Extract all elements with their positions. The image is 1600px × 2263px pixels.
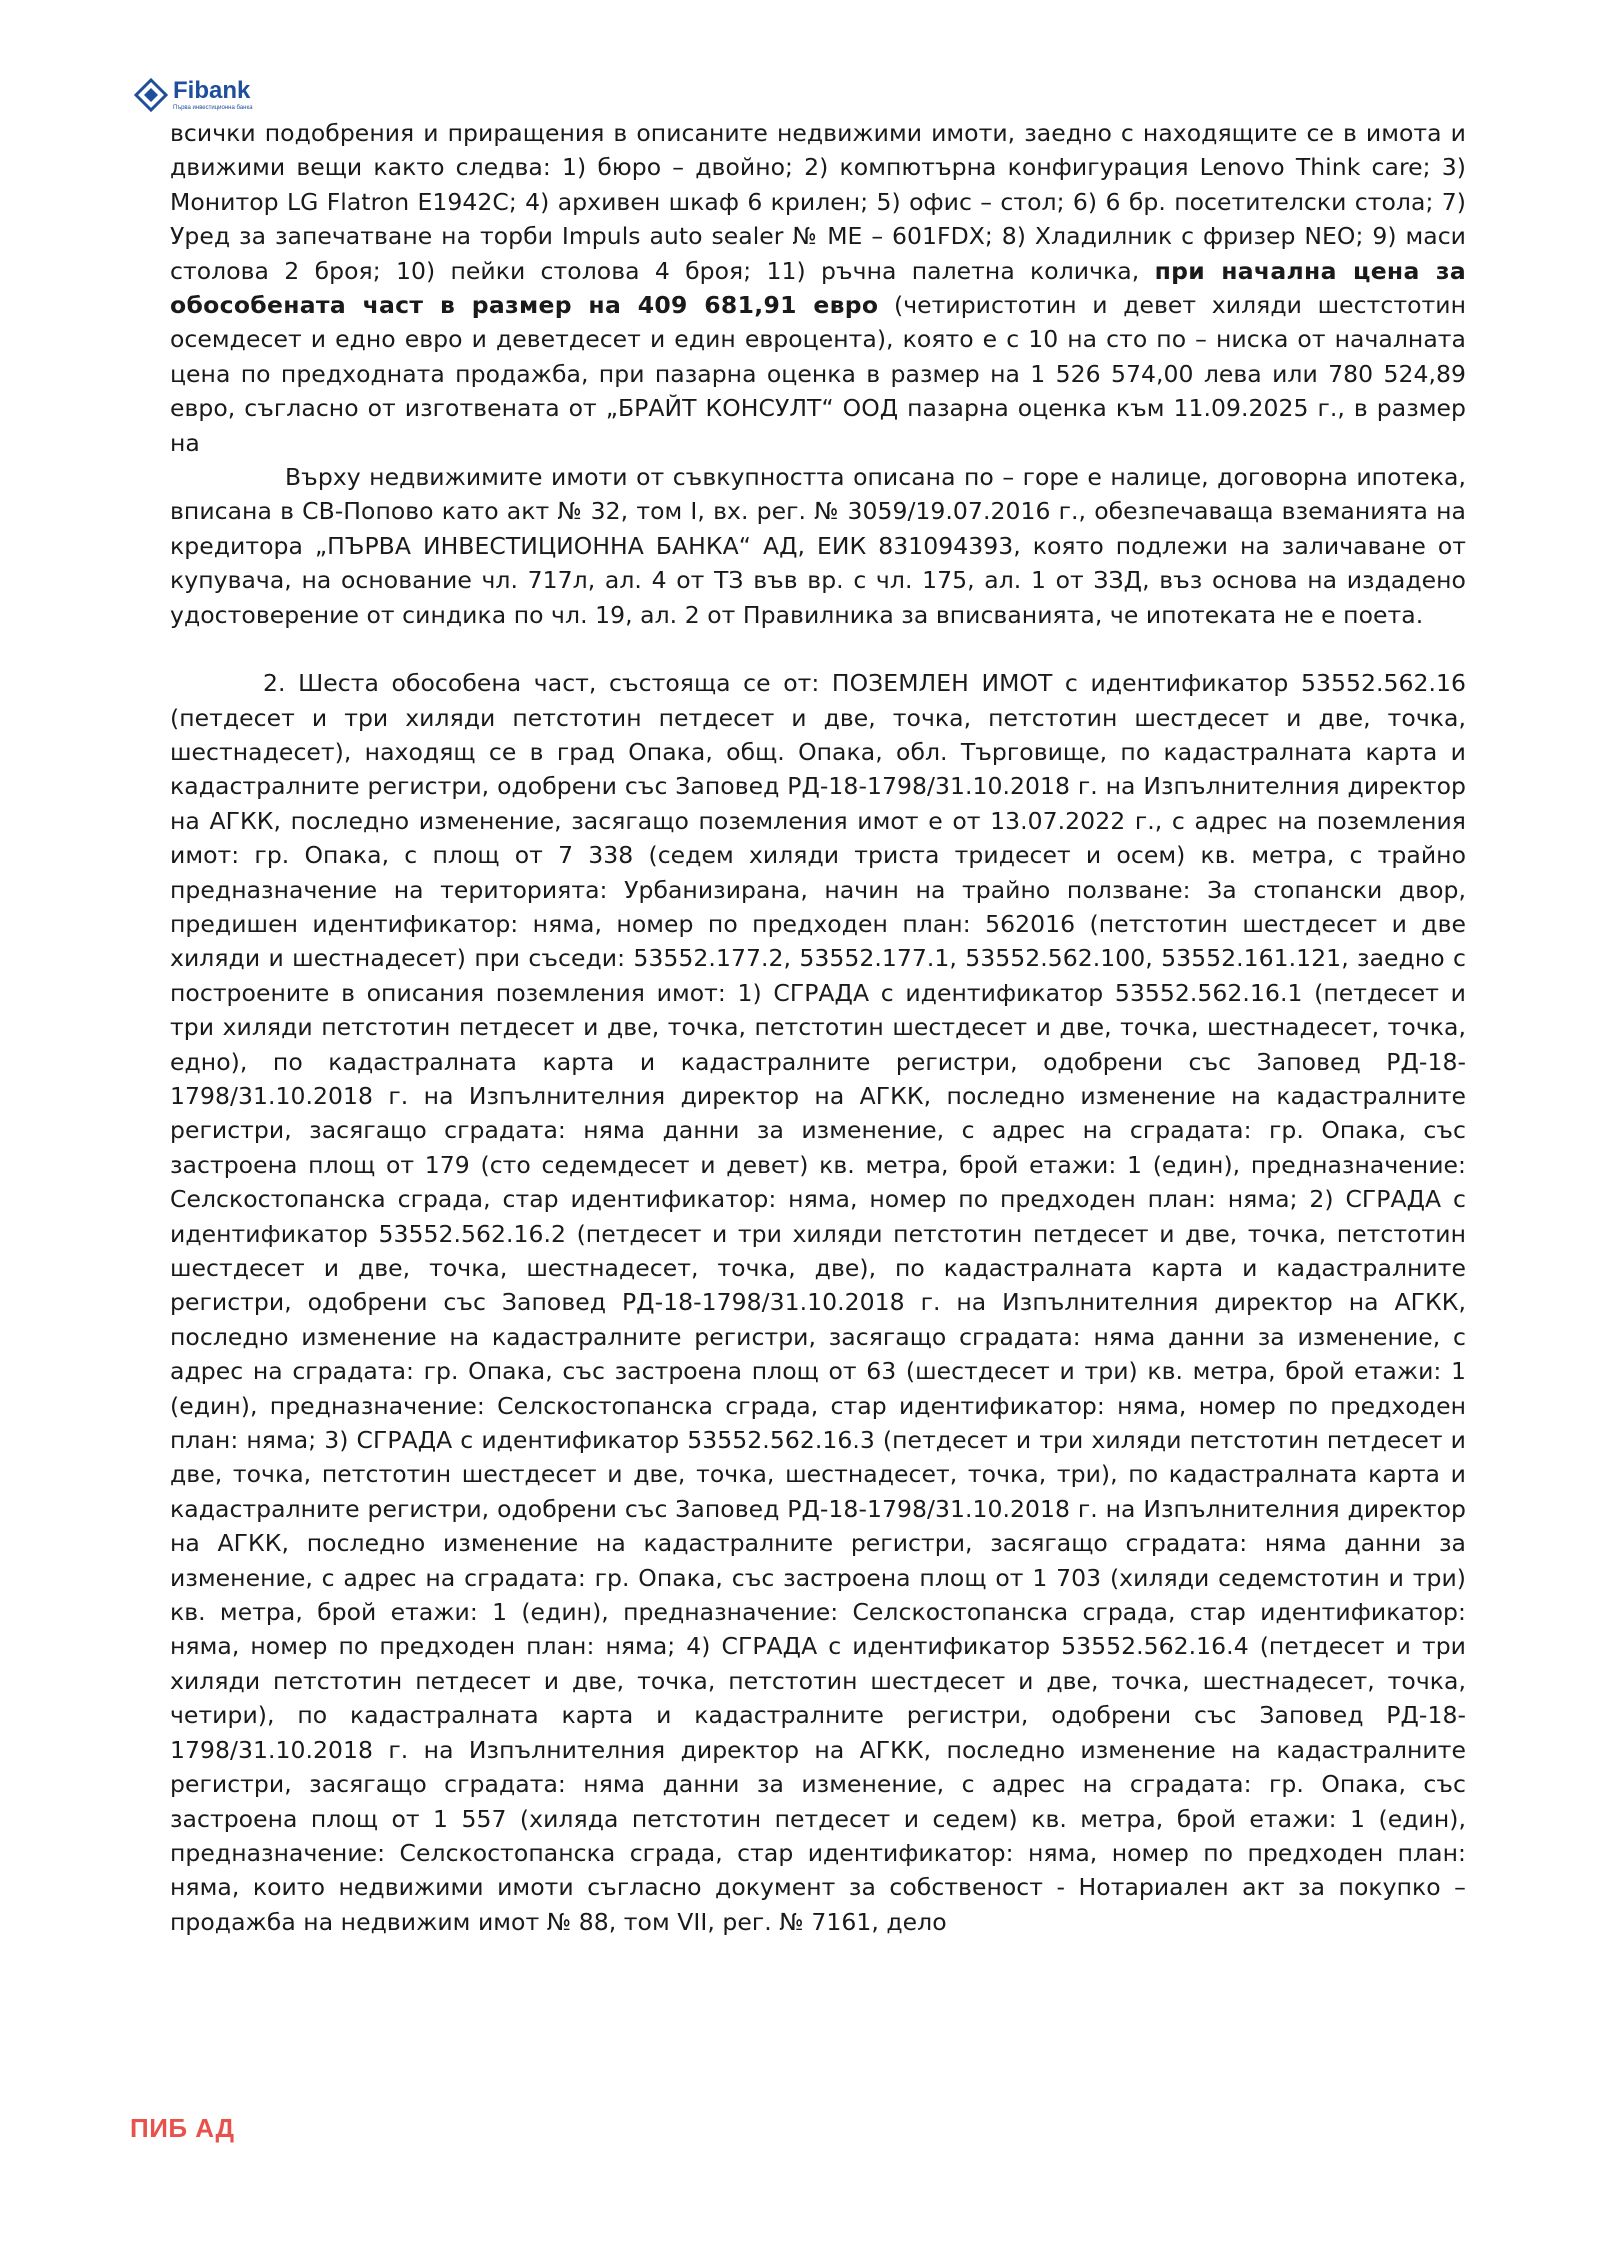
logo-tagline: Първа инвестиционна банка — [173, 105, 253, 111]
paragraph-movables-price — [170, 116, 1466, 460]
paragraph-sixth-lot-text: 2. Шеста обособена част, състояща се от: ПОЗЕМЛЕН ИМОТ с идентификатор 53552.562.16 (петдесет и три хиляди петстотин петдесет и две, точка, петстотин шестдесет и две, точка, шестнадесет), находящ се в град Опака, общ. Опака, обл. Търговище, по кадастралната карта и кадастралните регистри, одобрени със Заповед РД-18-1798/31.10.2018 г. на Изпълнителния директор на АГКК, последно изменение, засягащо поземления имот е от 13.07.2022 г., с адрес на поземления имот: гр. Опака, с площ от 7 338 (седем хиляди триста тридесет и осем) кв. метра, с трайно предназначение на територията: Урбанизирана, начин на трайно ползване: За стопански двор, предишен идентификатор: няма, номер по предходен план: 562016 (петстотин шестдесет и две хиляди и шестнадесет) при съседи: 53552.177.2, 53552.177.1, 53552.562.100, 53552.161.121, заедно с построените в описания поземления имот: 1) СГРАДА с идентификатор 53552.562.16.1 (петдесет и три хиляди петстотин петдесет и две, точка, петстотин шестдесет и две, точка, шестнадесет, точка, едно), по кадастралната карта и кадастралните регистри, одобрени със Заповед РД-18-1798/31.10.2018 г. на Изпълнителния директор на АГКК, последно изменение на кадастралните регистри, засягащо сградата: няма данни за изменение, с адрес на сградата: гр. Опака, със застроена площ от 179 (сто седемдесет и девет) кв. метра, брой етажи: 1 (един), предназначение: Селскостопанска сграда, стар идентификатор: няма, номер по предходен план: няма; 2) СГРАДА с идентификатор 53552.562.16.2 (петдесет и три хиляди петстотин петдесет и две, точка, петстотин шестдесет и две, точка, шестнадесет, точка, две), по кадастралната карта и кадастралните регистри, одобрени със Заповед РД-18-1798/31.10.2018 г. на Изпълнителния директор на АГКК, последно изменение на кадастралните регистри, засягащо сградата: няма данни за изменение, с адрес на сградата: гр. Опака, със застроена площ от 63 (шестдесет и три) кв. метра, брой етажи: 1 (един), предназначение: Селскостопанска сграда, стар идентификатор: няма, номер по предходен план: няма; 3) СГРАДА с идентификатор 53552.562.16.3 (петдесет и три хиляди петстотин петдесет и две, точка, петстотин шестдесет и две, точка, шестнадесет, точка, три), по кадастралната карта и кадастралните регистри, одобрени със Заповед РД-18-1798/31.10.2018 г. на Изпълнителния директор на АГКК, последно изменение на кадастралните регистри, засягащо сградата: няма данни за изменение, с адрес на сградата: гр. Опака, със застроена площ от 1 703 (хиляди седемстотин и три) кв. метра, брой етажи: 1 (един), предназначение: Селскостопанска сграда, стар идентификатор: няма, номер по предходен план: няма; 4) СГРАДА с идентификатор 53552.562.16.4 (петдесет и три хиляди петстотин петдесет и две, точка, петстотин шестдесет и две, точка, шестнадесет, точка, четири), по кадастралната карта и кадастралните регистри, одобрени със Заповед РД-18-1798/31.10.2018 г. на Изпълнителния директор на АГКК, последно изменение на кадастралните регистри, засягащо сградата: няма данни за изменение, с адрес на сградата: гр. Опака, със застроена площ от 1 557 (хиляда петстотин петдесет и седем) кв. метра, брой етажи: 1 (един), предназначение: Селскостопанска сграда, стар идентификатор: няма, номер по предходен план: няма, които недвижими имоти съгласно документ за собственост - Нотариален акт за покупко – продажба на недвижим имот № 88, том VII, рег. № 7161, дело — [170, 669, 1466, 1936]
paragraph-mortgage-text: Върху недвижимите имоти от съвкупността описана по – горе е налице, договорна ипотека, вписана в СВ-Попово като акт № 32, том I, вх. рег. № 3059/19.07.2016 г., обезпечаваща вземанията на кредитора „ПЪРВА ИНВЕСТИЦИОННА БАНКА“ АД, ЕИК 831094393, която подлежи на заличаване от купувача, на основание чл. 717л, ал. 4 от ТЗ във вр. с чл. 175, ал. 1 от ЗЗД, въз основа на издадено удостоверение от синдика по чл. 19, ал. 2 от Правилника за вписванията, че ипотеката не е поета. — [170, 463, 1466, 629]
paragraph-movables-text: всички подобрения и приращения в описаните недвижими имоти, заедно с находящите се в имота и движими вещи както следва: 1) бюро – двойно; 2) компютърна конфигурация Lenovo Think care; 3) Монитор LG Flatron E1942C; 4) архивен шкаф 6 крилен; 5) офис – стол; 6) 6 бр. посетителски стола; 7) Уред за запечатване на торби Impuls auto sealer № ME – 601FDX; 8) Хладилник с фризер NEO; 9) маси столова 2 броя; 10) пейки столова 4 броя; 11) ръчна палетна количка, — [170, 119, 1466, 285]
logo-name: Fibank — [173, 77, 251, 104]
logo-text — [173, 78, 253, 112]
starting-price-bold: при начална цена за обособената част в размер на 409 681,91 евро — [170, 256, 1466, 320]
document-body — [170, 116, 1466, 1939]
paragraph-price-details: (четиристотин и девет хиляди шестстотин осемдесет и едно евро и деветдесет и един евроцента), която е с 10 на сто по – ниска от началната цена по предходната продажба, при пазарна оценка в размер на 1 526 574,00 лева или 780 524,89 евро, съгласно от изготвената от „БРАЙТ КОНСУЛТ“ ООД пазарна оценка към 11.09.2025 г., в размер на — [170, 291, 1466, 457]
bank-logo — [134, 78, 253, 112]
paragraph-mortgage — [170, 460, 1466, 632]
bank-stamp: ПИБ АД — [130, 2113, 235, 2143]
paragraph-spacer — [170, 632, 1466, 666]
fibank-diamond-icon — [134, 78, 168, 112]
paragraph-sixth-lot — [170, 666, 1466, 1939]
